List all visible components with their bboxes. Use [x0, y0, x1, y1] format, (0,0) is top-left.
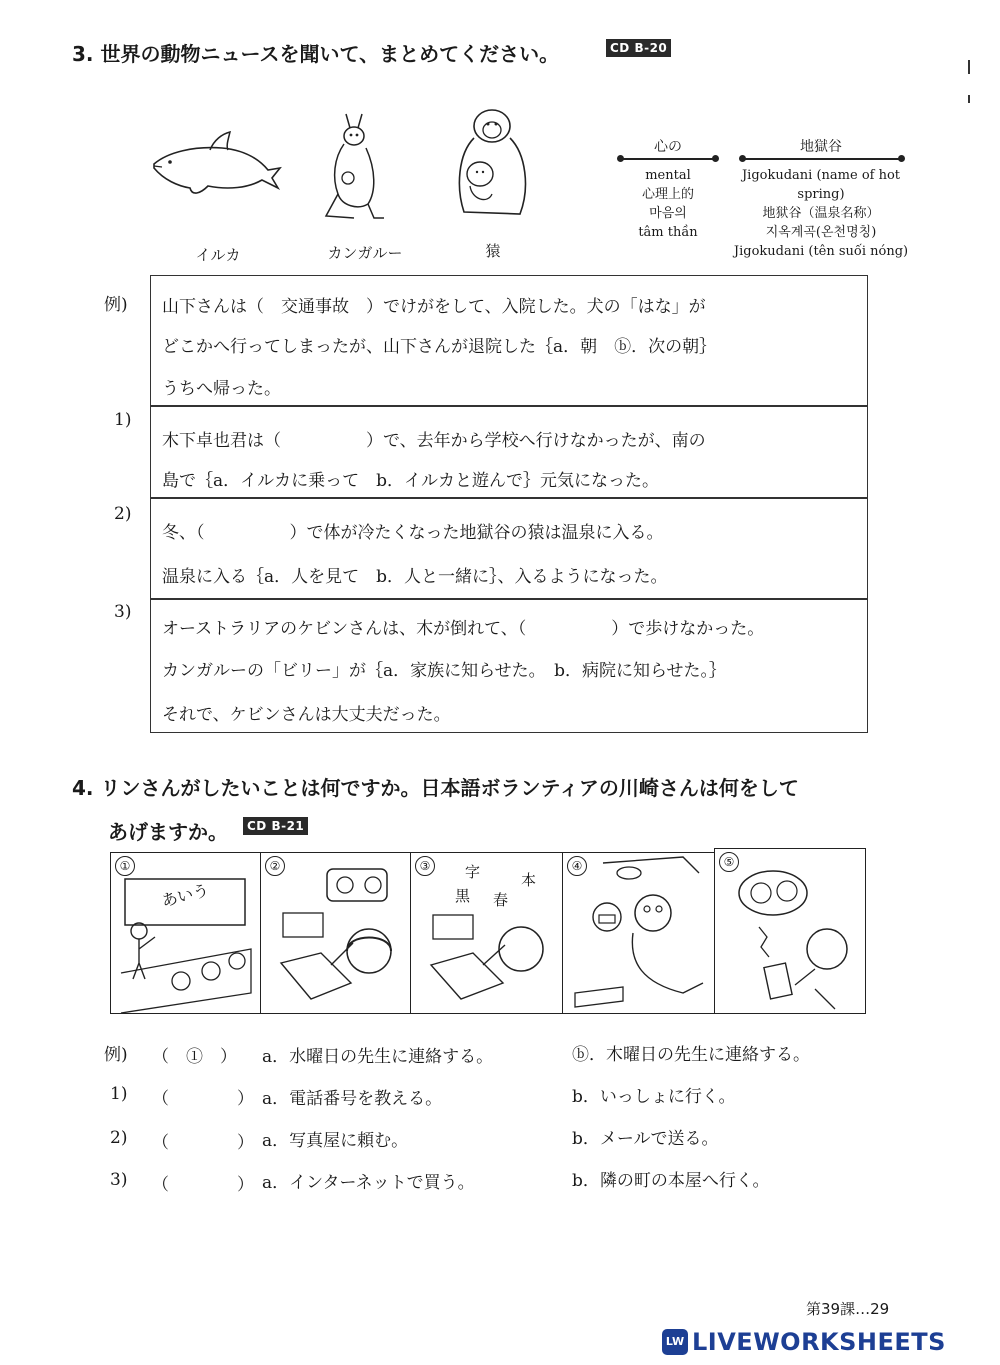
- q4-2-answer-blank[interactable]: （ ）: [152, 1133, 254, 1153]
- row-divider: [150, 405, 868, 407]
- glossary-jigokudani-definitions: [728, 166, 914, 261]
- item3-line-1[interactable]: オーストラリアのケビンさんは、木が倒れて、（ ）で歩けなかった。: [162, 619, 765, 639]
- q4-2-option-b[interactable]: b．メールで送る。: [572, 1129, 719, 1149]
- glossary-line: Jigokudani (tên suối nóng): [733, 244, 909, 259]
- example-line-2: どこかへ行ってしまったが、山下さんが退院した｛a．朝 ⓑ．次の朝｝: [162, 337, 717, 357]
- q4-2-option-a[interactable]: a．写真屋に頼む。: [262, 1131, 409, 1151]
- margin-mark: [968, 95, 970, 103]
- cd-badge-b21: CD B-21: [243, 817, 308, 835]
- q4-2-label: 2): [110, 1128, 128, 1148]
- section4-number: 4.: [72, 776, 94, 800]
- glossary-term-kokoro: 心の: [654, 139, 682, 155]
- glossary-dot: [739, 155, 746, 162]
- glossary-line: 地狱谷（温泉名称）: [762, 206, 880, 221]
- glossary-line: tâm thần: [638, 225, 698, 240]
- glossary-dot: [898, 155, 905, 162]
- glossary-line: 마음의: [649, 206, 687, 221]
- margin-mark: [968, 60, 970, 74]
- dolphin-illustration: [148, 128, 284, 196]
- glossary-line: mental: [645, 168, 691, 183]
- q4-1-option-a[interactable]: a．電話番号を教える。: [262, 1089, 443, 1109]
- panel-number: ①: [115, 856, 135, 876]
- item-label-example: 例): [104, 295, 128, 315]
- q4-3-option-a[interactable]: a．インターネットで買う。: [262, 1173, 475, 1193]
- glossary-term-jigokudani: 地獄谷: [800, 139, 842, 155]
- animal-label-monkey: 猿: [485, 242, 501, 260]
- q4-3-label: 3): [110, 1170, 128, 1190]
- glossary-line: Jigokudani (name of hot spring): [741, 168, 901, 202]
- monkey-illustration: [448, 104, 538, 222]
- animal-label-dolphin: イルカ: [195, 246, 241, 264]
- q4-3-option-b[interactable]: b．隣の町の本屋へ行く。: [572, 1171, 770, 1191]
- panel-number: ④: [567, 856, 587, 876]
- panel-number: ⑤: [719, 852, 739, 872]
- liveworksheets-logo-icon: LW: [662, 1329, 688, 1355]
- page-number: 第39課…29: [806, 1300, 890, 1318]
- row-divider: [150, 497, 868, 499]
- panel-2: [260, 852, 412, 1014]
- q4-1-option-b[interactable]: b．いっしょに行く。: [572, 1087, 736, 1107]
- item3-line-3: それで、ケビンさんは大丈夫だった。: [162, 705, 451, 725]
- q4-1-answer-blank[interactable]: （ ）: [152, 1089, 254, 1109]
- classroom-illustration: [111, 853, 261, 1013]
- glossary-line: 지옥계곡(온천명칭): [765, 225, 877, 240]
- panel-3: [410, 852, 564, 1014]
- q4-example-answer: （ ① ）: [152, 1047, 237, 1067]
- item1-line-1[interactable]: 木下卓也君は（ ）で、去年から学校へ行けなかったが、南の: [162, 431, 706, 451]
- item3-line-2[interactable]: カンガルーの「ビリー」が｛a．家族に知らせた。 b．病院に知らせた。｝: [162, 661, 726, 681]
- photo-phone-illustration: [715, 849, 865, 1013]
- glossary-dot: [712, 155, 719, 162]
- studying-kanji-illustration: [411, 853, 563, 1013]
- q4-example-option-b: ⓑ．木曜日の先生に連絡する。: [572, 1045, 810, 1065]
- animal-label-kangaroo: カンガルー: [327, 244, 403, 262]
- board-text: あいう: [159, 880, 211, 911]
- dentist-illustration: [563, 853, 715, 1013]
- item2-line-2[interactable]: 温泉に入る｛a．人を見て b．人と一緒に｝、入るようになった。: [162, 567, 668, 587]
- glossary-divider: [742, 158, 902, 160]
- panel-number: ②: [265, 856, 285, 876]
- item-label-3: 3): [114, 602, 132, 622]
- glossary-divider: [620, 158, 716, 160]
- studying-with-music-illustration: [261, 853, 411, 1013]
- row-divider: [150, 598, 868, 600]
- panel-5: [714, 848, 866, 1014]
- glossary-dot: [617, 155, 624, 162]
- kanji-haru: 春: [493, 891, 509, 909]
- cd-badge-b20: CD B-20: [606, 39, 671, 57]
- glossary-kokoro-definitions: [618, 166, 718, 242]
- kangaroo-illustration: [318, 108, 390, 223]
- kanji-ji: 字: [465, 863, 481, 881]
- item-label-2: 2): [114, 504, 132, 524]
- section4-header: [72, 772, 799, 801]
- section3-number: 3.: [72, 42, 94, 66]
- example-line-3: うちへ帰った。: [162, 379, 281, 399]
- kanji-hon: 本: [521, 871, 537, 889]
- item1-line-2[interactable]: 島で｛a．イルカに乗って b．イルカと遊んで｝元気になった。: [162, 471, 660, 491]
- section3-title: 世界の動物ニュースを聞いて、まとめてください。: [100, 42, 560, 66]
- q4-example-option-a: a．水曜日の先生に連絡する。: [262, 1047, 494, 1067]
- item2-line-1[interactable]: 冬、（ ）で体が冷たくなった地獄谷の猿は温泉に入る。: [162, 523, 664, 543]
- section4-title-line1: リンさんがしたいことは何ですか。日本語ボランティアの川崎さんは何をして: [100, 776, 799, 800]
- panel-1: [110, 852, 262, 1014]
- section4-title-line2: あげますか。: [108, 820, 228, 844]
- kanji-kuro: 黒: [455, 887, 471, 905]
- q4-3-answer-blank[interactable]: （ ）: [152, 1175, 254, 1195]
- panel-4: [562, 852, 716, 1014]
- q4-example-label: 例): [104, 1045, 128, 1065]
- q4-1-label: 1): [110, 1084, 128, 1104]
- section3-header: [72, 38, 559, 67]
- item-label-1: 1): [114, 410, 132, 430]
- panel-number: ③: [415, 856, 435, 876]
- liveworksheets-brand: LIVEWORKSHEETS: [692, 1328, 946, 1356]
- glossary-line: 心理上的: [641, 187, 694, 202]
- example-line-1: 山下さんは（ 交通事故 ）でけがをして、入院した。犬の「はな」が: [162, 297, 706, 317]
